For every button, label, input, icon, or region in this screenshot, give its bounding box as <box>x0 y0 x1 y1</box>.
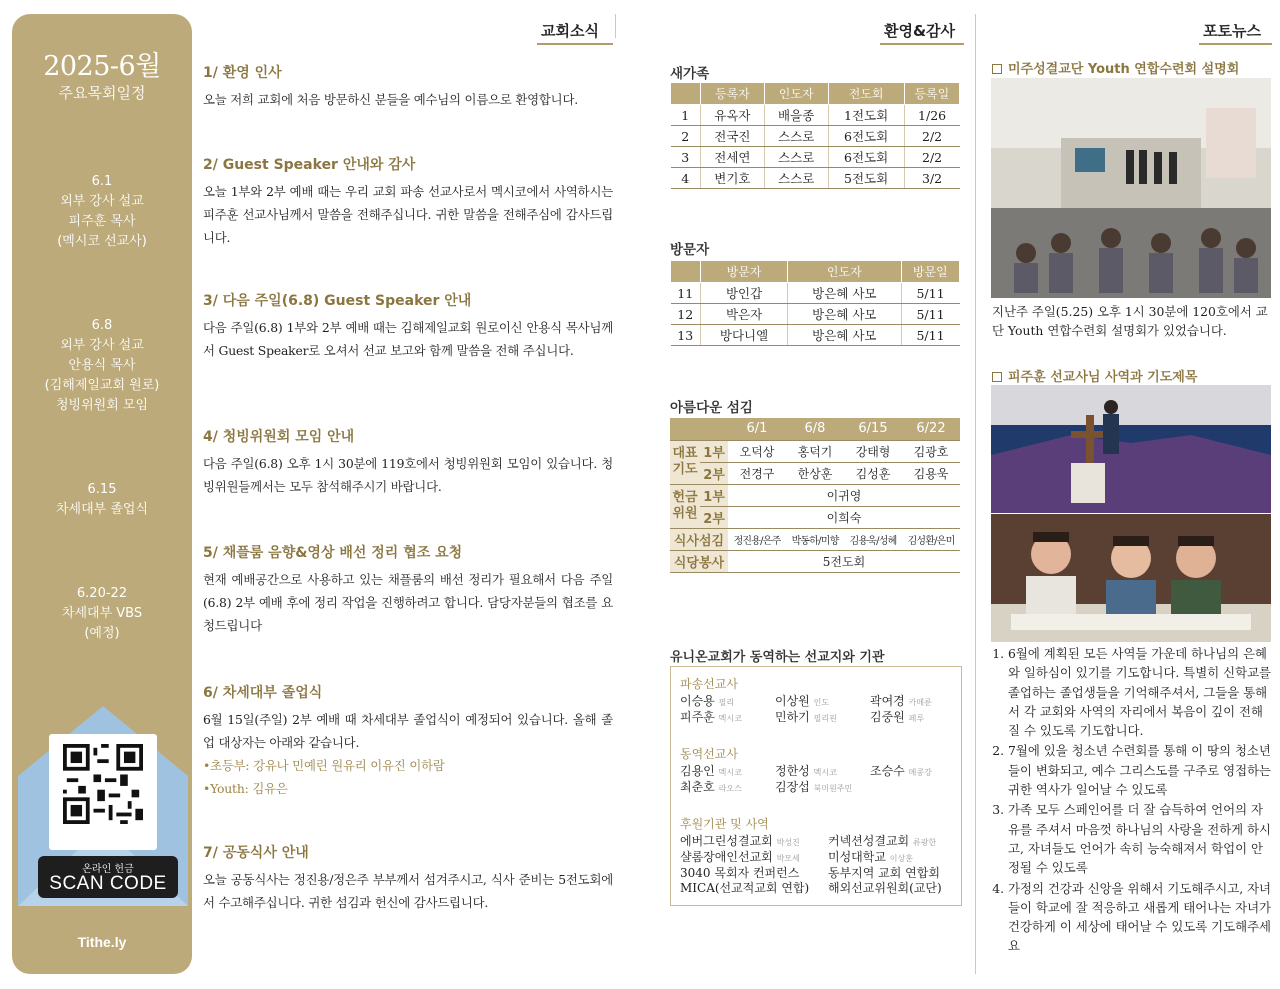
prayer-list <box>990 644 1272 957</box>
col-header <box>671 261 701 283</box>
news-item <box>203 842 613 914</box>
prayer-item: 4. 가정의 건강과 신앙을 위해서 기도해주시고, 자녀들이 학교에 잘 적응하고 새롭게 태어나는 자녀가 건강하게 이 세상에 태어날 수 있도록 기도해주세요 <box>1008 879 1272 956</box>
event-line: 차세대부 졸업식 <box>55 502 149 517</box>
news-item <box>203 154 613 249</box>
event-line: (멕시코 선교사) <box>57 234 147 249</box>
event-line: 피주훈 목사 <box>68 214 136 229</box>
schedule-event <box>12 316 192 416</box>
checkbox-icon <box>992 64 1002 74</box>
online-offering-label: 온라인 헌금 <box>82 864 134 875</box>
news-header: 교회소식 <box>541 22 599 40</box>
meal-label: 식사섬김 <box>670 528 728 550</box>
event-date: 6.20-22 <box>76 586 128 601</box>
meeting-photo-image <box>991 78 1271 298</box>
col-header: 등록자 <box>701 83 765 105</box>
table-row: 4 변기호 스스로 5전도회 3/2 <box>671 168 960 189</box>
table-row: 12 박은자 방은혜 사모 5/11 <box>671 304 960 325</box>
schedule-event <box>12 584 192 644</box>
prayer-label: 대표 기도 <box>670 440 700 484</box>
qr-code-icon[interactable] <box>63 744 143 824</box>
col-header: 방문자 <box>701 261 788 283</box>
missions-title: 유니온교회가 동역하는 선교지와 기관 <box>670 650 885 665</box>
children-photo-image <box>991 514 1271 642</box>
col-header: 전도회 <box>828 83 904 105</box>
news-item <box>203 426 613 498</box>
qr-envelope[interactable] <box>18 706 188 931</box>
news-item <box>203 62 613 111</box>
news-item <box>203 542 613 637</box>
service-date: 6/8 <box>786 418 844 440</box>
divider <box>975 14 976 974</box>
news-title: 3/ 다음 주일(6.8) Guest Speaker 안내 <box>203 293 472 309</box>
event-line: 차세대부 VBS <box>61 606 143 621</box>
table-row: 1 유옥자 배을종 1전도회 1/26 <box>671 105 960 126</box>
service-date: 6/1 <box>728 418 786 440</box>
photo1-title: 미주성결교단 Youth 연합수련회 설명회 <box>992 58 1239 77</box>
prayer-item: 2. 7월에 있을 청소년 수련회를 통해 이 땅의 청소년들이 변화되고, 예수 그리스도를 구주로 영접하는 귀한 역사가 일어날 수 있도록 <box>1008 741 1272 799</box>
schedule-event <box>12 172 192 252</box>
news-title: 6/ 차세대부 졸업식 <box>203 685 323 701</box>
news-title: 4/ 청빙위원회 모임 안내 <box>203 429 355 445</box>
photo-header-rule <box>1199 43 1272 45</box>
event-line: 외부 강사 설교 <box>60 338 144 353</box>
event-date: 6.15 <box>87 482 117 497</box>
checkbox-icon <box>992 372 1002 382</box>
photo2-title: 피주훈 선교사님 사역과 기도제목 <box>992 366 1197 385</box>
event-date: 6.8 <box>91 318 113 333</box>
event-line: 청빙위원회 모임 <box>55 398 149 413</box>
schedule-event <box>12 480 192 520</box>
prayer-item: 1. 6월에 계획된 모든 사역들 가운데 하나님의 은혜와 일하심이 있기를 기도합니다. 특별히 신학교를 졸업하는 졸업생들을 기억해주셔서, 그들을 통해서 각 교회와 사역의 자리에서 복음이 깊이 전해질 수 있도록 기도합니다. <box>1008 644 1272 740</box>
table-row: 11 방인갑 방은혜 사모 5/11 <box>671 283 960 304</box>
col-header: 방문일 <box>901 261 960 283</box>
service-date: 6/15 <box>844 418 902 440</box>
kitchen-label: 식당봉사 <box>670 550 728 572</box>
news-item <box>203 682 613 800</box>
news-body: 오늘 공동식사는 정진용/정은주 부부께서 섬겨주시고, 식사 준비는 5전도회에서 수고해주십니다. 귀한 섬김과 헌신에 감사드립니다. <box>203 872 613 910</box>
event-line: 안용식 목사 <box>68 358 136 373</box>
news-body: 오늘 1부와 2부 예배 때는 우리 교회 파송 선교사로서 멕시코에서 사역하시는 피주훈 선교사님께서 말씀을 전해주십니다. 귀한 말씀을 전해주심에 감사드립니다. <box>203 184 613 245</box>
welcome-header-rule <box>880 43 964 45</box>
photo1-caption: 지난주 주일(5.25) 오후 1시 30분에 120호에서 교단 Youth 연합수련회 설명회가 있었습니다. <box>992 304 1268 338</box>
youth-meeting-photo <box>991 78 1271 298</box>
news-item <box>203 290 613 362</box>
photo-header: 포토뉴스 <box>1203 22 1261 40</box>
table-row: 2 전국진 스스로 6전도회 2/2 <box>671 126 960 147</box>
missions-box <box>670 666 962 906</box>
mission-group: 동역선교사 김용인 멕시코 정한성 멕시코 조승수 메콩강 최춘호 라오스 김장섭 북미원주민 <box>680 747 932 794</box>
offering-label: 헌금 위원 <box>670 484 700 528</box>
divider <box>615 14 616 38</box>
schedule-sidebar <box>12 14 192 974</box>
news-title: 1/ 환영 인사 <box>203 65 282 81</box>
table-row: 3 전세연 스스로 6전도회 2/2 <box>671 147 960 168</box>
news-body: 6월 15일(주일) 2부 예배 때 차세대부 졸업식이 예정되어 있습니다. 올해 졸업 대상자는 아래와 같습니다. <box>203 712 613 750</box>
news-body: 다음 주일(6.8) 1부와 2부 예배 때는 김해제일교회 원로이신 안용식 목사님께서 Guest Speaker로 오셔서 선교 보고와 함께 말씀을 전해 주십니다. <box>203 320 613 358</box>
service-title: 아름다운 섬김 <box>670 400 753 416</box>
news-body: 현재 예배공간으로 사용하고 있는 채플룸의 배선 정리가 필요해서 다음 주일(6.8) 2부 예배 후에 정리 작업을 진행하려고 합니다. 담당자분들의 협조를 요청드립니다 <box>203 572 613 633</box>
prayer-item: 3. 가족 모두 스페인어를 더 잘 습득하여 언어의 자유를 주셔서 마음껏 하나님의 사랑을 전하게 하시고, 자녀들도 언어가 속히 능숙해져서 학업이 안정될 수 있도록 <box>1008 800 1272 877</box>
news-title: 5/ 채플룸 음향&영상 배선 정리 협조 요청 <box>203 545 463 561</box>
event-line: 외부 강사 설교 <box>60 194 144 209</box>
graduates-youth: •Youth: 김유은 <box>203 781 288 796</box>
children-praying-photo <box>991 514 1271 642</box>
news-header-rule <box>537 43 613 45</box>
event-line: (김해제일교회 원로) <box>44 378 160 393</box>
news-title: 2/ Guest Speaker 안내와 감사 <box>203 157 416 173</box>
mission-group: 파송선교사 이승용 필리 이상원 인도 곽여경 카메룬 피주훈 멕시코 민하기 필리핀 김중원 페루 <box>680 677 932 724</box>
event-line: (예정) <box>84 626 120 641</box>
schedule-subtitle: 주요목회일정 <box>58 84 146 102</box>
mission-group: 후원기관 및 사역 에버그린성결교회 박성진 커넥션성결교회 류광한 샬롬장애인선교회 박모세 미성대학교 이상훈 3040 목회자 컨퍼런스 동부지역 교회 연합회 MICA(선교적교회 연합) 해외선교위원회(교단) <box>680 817 942 895</box>
visitors-title: 방문자 <box>670 242 710 258</box>
table-row: 13 방다니엘 방은혜 사모 5/11 <box>671 325 960 346</box>
news-body: 오늘 저희 교회에 처음 방문하신 분들을 예수님의 이름으로 환영합니다. <box>203 92 578 107</box>
visitors-table <box>670 260 960 346</box>
scan-code-button[interactable] <box>38 856 178 898</box>
newcomers-title: 새가족 <box>670 66 710 82</box>
qr-card[interactable] <box>49 734 157 850</box>
welcome-header: 환영&감사 <box>884 22 956 40</box>
graduates-elementary: •초등부: 강유나 민예린 원유리 이유진 이하람 <box>203 758 445 773</box>
scan-code-label: SCAN CODE <box>49 873 167 894</box>
tithely-link[interactable]: Tithe.ly <box>77 934 127 950</box>
col-header: 인도자 <box>788 261 901 283</box>
schedule-year: 2025-6월 <box>43 51 161 82</box>
event-date: 6.1 <box>91 174 113 189</box>
preaching-photo-image <box>991 385 1271 513</box>
newcomers-table <box>670 82 960 189</box>
col-header: 인도자 <box>764 83 828 105</box>
missionary-preaching-photo <box>991 385 1271 513</box>
col-header: 등록일 <box>904 83 959 105</box>
news-title: 7/ 공동식사 안내 <box>203 845 309 861</box>
news-body: 다음 주일(6.8) 오후 1시 30분에 119호에서 청빙위원회 모임이 있습니다. 청빙위원들께서는 모두 참석해주시기 바랍니다. <box>203 456 613 494</box>
service-table: 6/1 6/8 6/15 6/22 대표 기도 1부 오덕상 홍덕기 강태형 김광호 2부 전경구 한상훈 김성훈 김용욱 헌금 위원 1부 이귀영 2부 이희숙 식사섬김 정진용/은주 박동하/미향 김용욱/성혜 김성환/은미 식당봉사 5전도회 <box>670 418 960 573</box>
col-header <box>671 83 701 105</box>
service-date: 6/22 <box>902 418 960 440</box>
